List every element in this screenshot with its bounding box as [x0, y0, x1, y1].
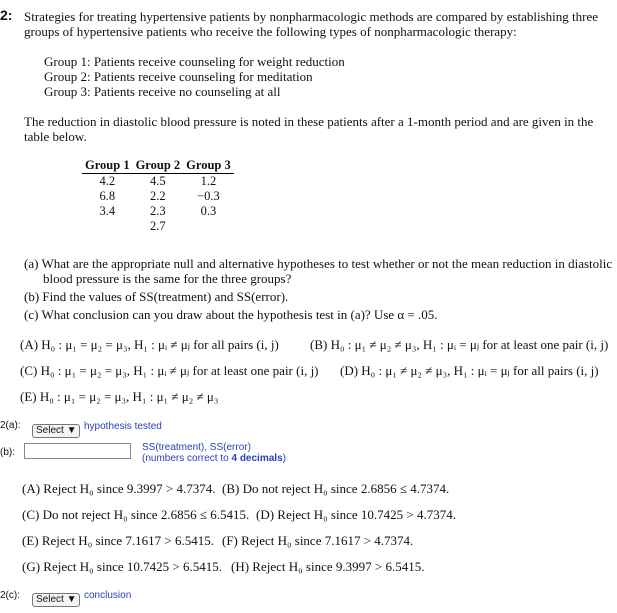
answer-a-select[interactable]: [32, 418, 80, 438]
parts-text: [24, 256, 614, 322]
table-cell: 2.7: [150, 219, 166, 233]
part-a-cont: blood pressure is the same for the three groups?: [43, 271, 292, 286]
answer-c-select[interactable]: [32, 587, 80, 607]
group-item: Group 1: Patients receive counseling for weight reduction: [44, 54, 345, 69]
part-c: (c) What conclusion can you draw about the hypothesis test in (a)? Use α = .05.: [24, 307, 438, 322]
table-cell: 4.5: [150, 174, 166, 188]
concl-option-h: (H) Reject H₀ since 9.3997 > 6.5415.: [231, 559, 425, 574]
intro-line-1: Strategies for treating hypertensive patients by nonpharmacologic methods are compared by establishing three: [24, 9, 598, 24]
hint-line-2: (numbers correct to 4 decimals): [142, 453, 286, 464]
intro-line-2: groups of hypertensive patients who receive the following types of nonpharmacologic therapy:: [24, 24, 517, 39]
table-cell: [82, 219, 133, 234]
ss-input[interactable]: [24, 443, 131, 459]
hypothesis-tested-link[interactable]: hypothesis tested: [84, 421, 162, 432]
concl-option-d: (D) Reject H₀ since 10.7425 > 4.7374.: [256, 507, 456, 522]
table-cell: 2.3: [150, 204, 166, 218]
concl-option-f: (F) Reject H₀ since 7.1617 > 4.7374.: [222, 533, 414, 548]
reduction-line-1: The reduction in diastolic blood pressure is noted in these patients after a 1-month period and are given in the: [24, 114, 594, 129]
part-a: (a) What are the appropriate null and alternative hypotheses to test whether or not the mean reduction in diastolic: [24, 256, 613, 271]
table-cell: 6.8: [99, 189, 116, 203]
table-cell: 3.4: [99, 204, 116, 218]
chevron-down-icon: ▼: [66, 594, 77, 605]
table-row: [82, 189, 234, 204]
concl-option-b: (B) Do not reject H₀ since 2.6856 ≤ 4.7374.: [222, 481, 450, 496]
table-cell: 0.3: [200, 204, 217, 218]
table-cell: −0.3: [197, 189, 220, 203]
table-row: [82, 204, 234, 219]
question-number: 2:: [0, 7, 13, 23]
ss-hint: [142, 442, 286, 464]
concl-option-a: (A) Reject H₀ since 9.3997 > 4.7374.: [22, 481, 216, 496]
answer-c-label: 2(c):: [0, 590, 20, 601]
hyp-option-e: (E) H₀ : μ₁ = μ₂ = μ₃, H₁ : μ₁ ≠ μ₂ ≠ μ₃: [20, 389, 219, 404]
groups-list: [44, 54, 345, 99]
table-cell: 4.2: [99, 174, 116, 188]
question-intro: [24, 9, 614, 39]
select-text: Select: [36, 594, 64, 605]
table-row: [82, 219, 234, 234]
table-row: [82, 174, 234, 190]
hyp-option-c: (C) H₀ : μ₁ = μ₂ = μ₃, H₁ : μᵢ ≠ μⱼ for at least one pair (i, j): [20, 363, 319, 378]
conclusion-link[interactable]: conclusion: [84, 590, 132, 601]
group-item: Group 3: Patients receive no counseling at all: [44, 84, 281, 99]
table-header: Group 1: [82, 158, 133, 174]
select-text: Select: [36, 425, 64, 436]
part-b: (b) Find the values of SS(treatment) and SS(error).: [24, 289, 289, 304]
reduction-line-2: table below.: [24, 129, 87, 144]
answer-b-label: (b):: [0, 447, 15, 458]
hyp-option-a: (A) H₀ : μ₁ = μ₂ = μ₃, H₁ : μᵢ ≠ μⱼ for all pairs (i, j): [20, 337, 279, 352]
group-item: Group 2: Patients receive counseling for meditation: [44, 69, 313, 84]
answer-a-label: 2(a):: [0, 420, 21, 431]
table-header: Group 3: [183, 158, 234, 174]
concl-option-c: (C) Do not reject H₀ since 2.6856 ≤ 6.5415.: [22, 507, 250, 522]
data-table: [82, 158, 234, 234]
concl-option-e: (E) Reject H₀ since 7.1617 > 6.5415.: [22, 533, 215, 548]
hyp-option-d: (D) H₀ : μ₁ ≠ μ₂ ≠ μ₃, H₁ : μᵢ = μⱼ for all pairs (i, j): [340, 363, 599, 378]
hint-line-1: SS(treatment), SS(error): [142, 442, 251, 453]
table-header: Group 2: [133, 158, 184, 174]
table-cell: 1.2: [200, 174, 217, 188]
table-cell: 2.2: [150, 189, 166, 203]
chevron-down-icon: ▼: [66, 425, 77, 436]
table-cell: [183, 219, 234, 234]
reduction-text: [24, 114, 614, 144]
hyp-option-b: (B) H₀ : μ₁ ≠ μ₂ ≠ μ₃, H₁ : μᵢ = μⱼ for at least one pair (i, j): [310, 337, 609, 352]
concl-option-g: (G) Reject H₀ since 10.7425 > 6.5415.: [22, 559, 222, 574]
